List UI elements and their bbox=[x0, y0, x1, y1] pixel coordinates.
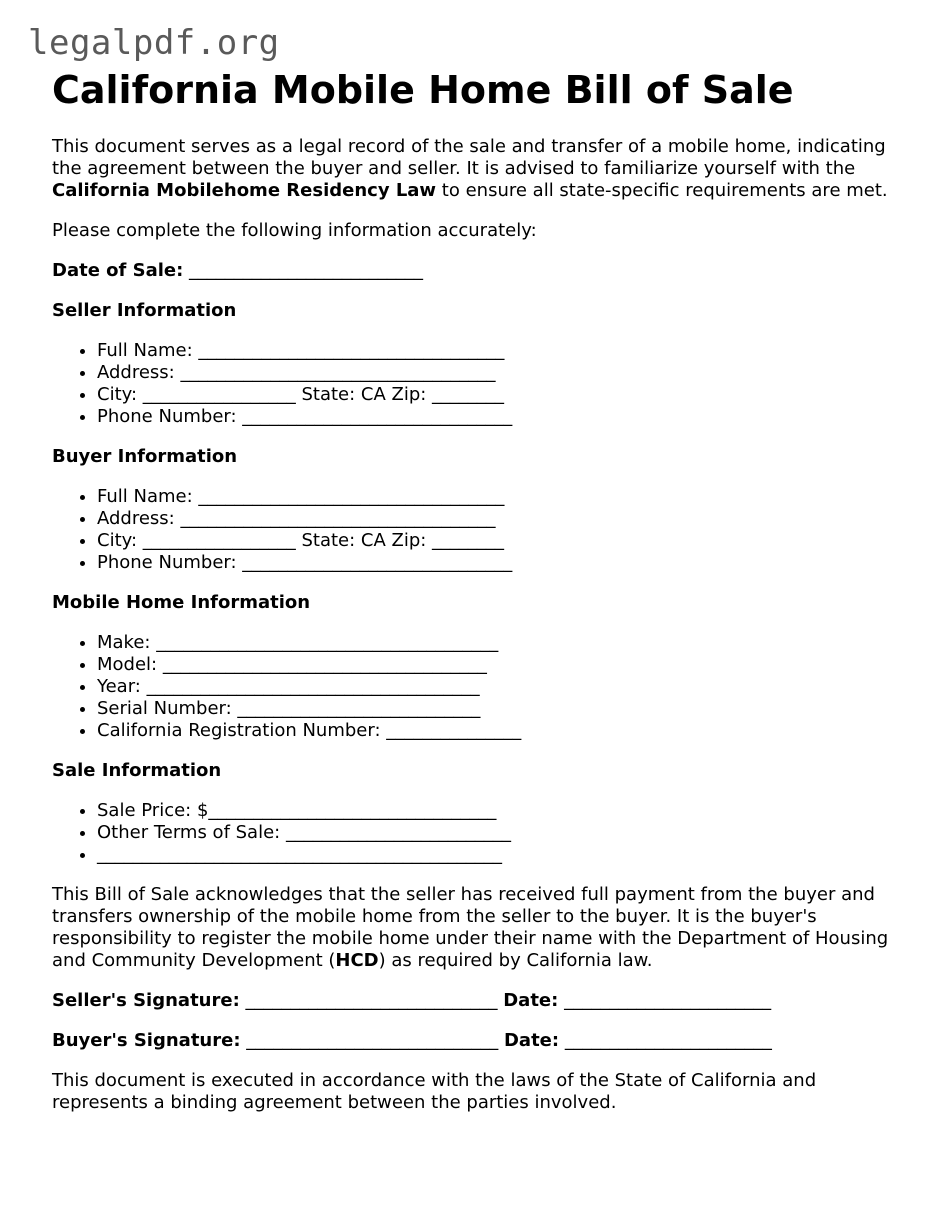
seller-address-field: • Address: ___________________________________ bbox=[97, 362, 892, 384]
intro-paragraph bbox=[52, 136, 892, 202]
buyer-date-blank: _______________________ bbox=[559, 1030, 772, 1051]
registration-number-field: • California Registration Number: _______________ bbox=[97, 720, 892, 742]
buyer-phone-field: • Phone Number: ______________________________ bbox=[97, 552, 892, 574]
seller-date-label: Date: bbox=[503, 990, 559, 1011]
seller-date-blank: _______________________ bbox=[558, 990, 772, 1011]
watermark-logo: legalpdf.org bbox=[28, 23, 280, 63]
buyer-date-label: Date: bbox=[503, 1030, 560, 1051]
buyer-signature-label: Buyer's Signature: bbox=[52, 1030, 241, 1051]
model-field: • Model: ____________________________________ bbox=[97, 654, 892, 676]
buyer-list bbox=[52, 486, 892, 574]
make-field: • Make: ______________________________________ bbox=[97, 632, 892, 654]
buyer-heading: Buyer Information bbox=[52, 446, 238, 467]
document-body bbox=[52, 68, 892, 1114]
other-terms-field: • Other Terms of Sale: _________________________ bbox=[97, 822, 892, 844]
date-of-sale-line bbox=[52, 260, 892, 282]
seller-full-name-field: • Full Name: __________________________________ bbox=[97, 340, 892, 362]
instructions-text: Please complete the following information accurately: bbox=[52, 220, 537, 241]
buyer-full-name-field: • Full Name: __________________________________ bbox=[97, 486, 892, 508]
year-field: • Year: _____________________________________ bbox=[97, 676, 892, 698]
buyer-address-field: • Address: ___________________________________ bbox=[97, 508, 892, 530]
seller-city-state-zip-field: • City: _________________ State: CA Zip: ________ bbox=[97, 384, 892, 406]
seller-heading: Seller Information bbox=[52, 300, 237, 321]
final-statement: This document is executed in accordance with the laws of the State of California and represents a binding agreement between the parties involved. bbox=[52, 1070, 817, 1113]
acknowledgement-paragraph bbox=[52, 884, 892, 972]
seller-signature-line bbox=[52, 990, 892, 1012]
seller-phone-field: • Phone Number: ______________________________ bbox=[97, 406, 892, 428]
sale-list bbox=[52, 800, 892, 866]
seller-list bbox=[52, 340, 892, 428]
date-of-sale-blank: __________________________ bbox=[183, 260, 424, 281]
intro-law-name: California Mobilehome Residency Law bbox=[52, 180, 437, 201]
seller-signature-label: Seller's Signature: bbox=[52, 990, 240, 1011]
buyer-signature-blank: ____________________________ bbox=[240, 1030, 504, 1051]
closing-text-after: ) as required by California law. bbox=[378, 950, 653, 971]
intro-text-after: to ensure all state-specific requirements are met. bbox=[436, 180, 888, 201]
buyer-signature-line bbox=[52, 1030, 892, 1052]
seller-signature-blank: ____________________________ bbox=[239, 990, 504, 1011]
mobile-home-list bbox=[52, 632, 892, 742]
serial-number-field: • Serial Number: ___________________________ bbox=[97, 698, 892, 720]
mobile-home-heading: Mobile Home Information bbox=[52, 592, 311, 613]
date-of-sale-label: Date of Sale: bbox=[52, 260, 184, 281]
sale-heading: Sale Information bbox=[52, 760, 222, 781]
intro-text-before: This document serves as a legal record of the sale and transfer of a mobile home, indicating the agreement between the buyer and seller. It is advised to familiarize yourself with the bbox=[52, 136, 886, 179]
buyer-city-state-zip-field: • City: _________________ State: CA Zip: ________ bbox=[97, 530, 892, 552]
document-title: California Mobile Home Bill of Sale bbox=[52, 68, 794, 112]
hcd-abbreviation: HCD bbox=[335, 950, 379, 971]
closing-text-before: This Bill of Sale acknowledges that the seller has received full payment from the buyer and transfers ownership of the mobile home from the seller to the buyer. It is the buyer's responsibility to register the mobile home under their name with the Department of Housing and Community Development ( bbox=[52, 884, 889, 971]
sale-price-field: • Sale Price: $________________________________ bbox=[97, 800, 892, 822]
additional-terms-blank: • _____________________________________________ bbox=[97, 844, 892, 866]
